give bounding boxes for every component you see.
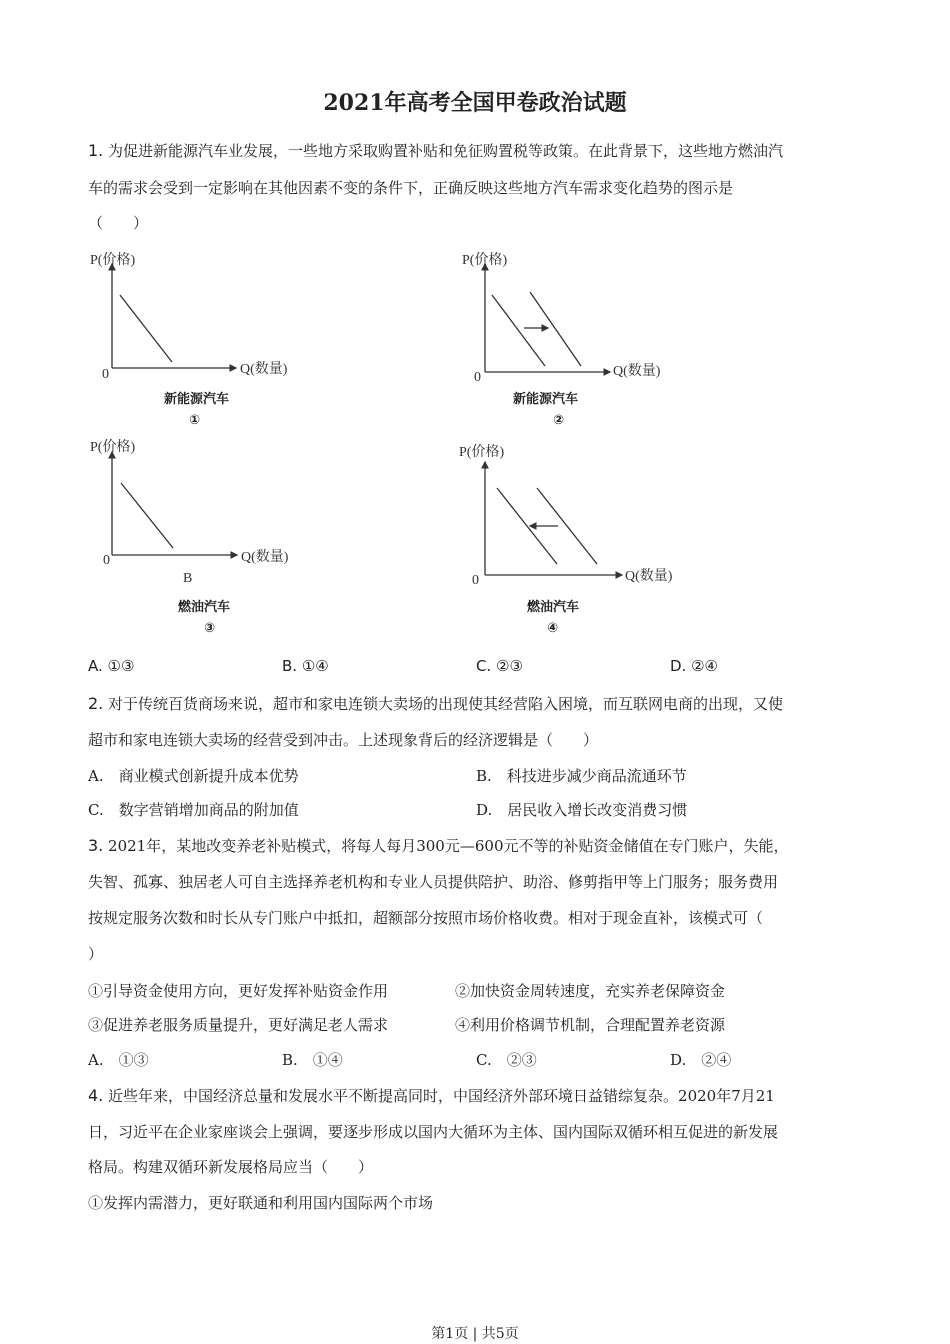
graph-1 — [112, 264, 236, 368]
statement-1: ①引导资金使用方向，更好发挥补贴资金作用 — [88, 982, 389, 1000]
origin-label: 0 — [102, 367, 109, 382]
origin-label: 0 — [103, 553, 110, 568]
graph-caption: 新能源汽车 — [513, 392, 579, 407]
demand-curve — [120, 295, 172, 362]
question-text: 近些年来，中国经济总量和发展水平不断提高同时，中国经济外部环境日益错综复杂。2020年7月21 — [108, 1087, 775, 1105]
page-footer: 第1页 | 共5页 — [431, 1326, 519, 1342]
question-1-line: 车的需求会受到一定影响在其他因素不变的条件下，正确反映这些地方汽车需求变化趋势的图示是 — [88, 179, 734, 197]
question-number: 4. — [88, 1086, 104, 1105]
q-axis-label: Q(数量) — [625, 569, 673, 584]
answer-blank: （ ） — [88, 214, 149, 232]
origin-label: 0 — [474, 370, 481, 385]
demand-curve-original — [492, 295, 545, 366]
graph-marker: ③ — [204, 621, 216, 636]
p-axis-label: P(价格) — [90, 440, 136, 455]
option-c[interactable]: C. 数字营销增加商品的附加值 — [88, 801, 299, 819]
graph-2 — [485, 264, 610, 372]
question-number: 2. — [88, 694, 104, 713]
origin-label: 0 — [472, 573, 479, 588]
p-axis-label: P(价格) — [459, 445, 505, 460]
question-text: 对于传统百货商场来说，超市和家电连锁大卖场的出现使其经营陷入困境，而互联网电商的出现，又使 — [108, 695, 784, 713]
graph-caption: 燃油汽车 — [178, 600, 231, 615]
graph-extra-label: B — [183, 571, 193, 586]
option-b[interactable]: B. ①④ — [282, 657, 329, 675]
q-axis-label: Q(数量) — [240, 362, 288, 377]
graph-caption: 燃油汽车 — [527, 600, 580, 615]
question-2-line — [88, 693, 783, 714]
statement-4: ④利用价格调节机制，合理配置养老资源 — [455, 1016, 726, 1034]
statement-3: ③促进养老服务质量提升，更好满足老人需求 — [88, 1016, 389, 1034]
q-axis-label: Q(数量) — [613, 364, 661, 379]
demand-curve-shifted — [530, 292, 581, 366]
question-3-line: 失智、孤寡、独居老人可自主选择养老机构和专业人员提供陪护、助浴、修剪指甲等上门服务；服务费用 — [88, 873, 779, 891]
p-axis-label: P(价格) — [462, 253, 508, 268]
graph-3 — [112, 452, 237, 555]
option-a[interactable]: A. 商业模式创新提升成本优势 — [88, 767, 299, 785]
question-number: 3. — [88, 836, 104, 855]
graph-4 — [485, 462, 622, 575]
question-2-line: 超市和家电连锁大卖场的经营受到冲击。上述现象背后的经济逻辑是（ ） — [88, 731, 599, 749]
graph-marker: ① — [189, 413, 201, 428]
option-c[interactable]: C. ②③ — [476, 1051, 537, 1069]
question-4-line: 格局。构建双循环新发展格局应当（ ） — [88, 1158, 374, 1176]
question-3-line — [88, 835, 789, 856]
option-c[interactable]: C. ②③ — [476, 657, 523, 675]
option-a[interactable]: A. ①③ — [88, 1051, 149, 1069]
graph-marker: ④ — [547, 621, 559, 636]
question-number: 1. — [88, 141, 104, 160]
question-text: 为促进新能源汽车业发展，一些地方采取购置补贴和免征购置税等政策。在此背景下，这些地方燃油汽 — [108, 142, 784, 160]
statement-2: ②加快资金周转速度，充实养老保障资金 — [455, 982, 726, 1000]
option-b[interactable]: B. 科技进步减少商品流通环节 — [476, 767, 687, 785]
question-4-line: 日，习近平在企业家座谈会上强调，要逐步形成以国内大循环为主体、国内国际双循环相互促进的新发展 — [88, 1123, 779, 1141]
question-4-line — [88, 1085, 775, 1106]
statement-1: ①发挥内需潜力，更好联通和利用国内国际两个市场 — [88, 1194, 434, 1212]
option-a[interactable]: A. ①③ — [88, 657, 135, 675]
p-axis-label: P(价格) — [90, 253, 136, 268]
option-d[interactable]: D. 居民收入增长改变消费习惯 — [476, 801, 688, 819]
graph-marker: ② — [553, 413, 565, 428]
demand-curve — [121, 483, 173, 548]
demand-curve-figures — [0, 0, 950, 650]
option-b[interactable]: B. ①④ — [282, 1051, 343, 1069]
page-title: 2021年高考全国甲卷政治试题 — [323, 90, 627, 116]
graph-caption: 新能源汽车 — [164, 392, 230, 407]
option-d[interactable]: D. ②④ — [670, 657, 718, 675]
question-3-line: 按规定服务次数和时长从专门账户中抵扣，超额部分按照市场价格收费。相对于现金直补，该模式可（ — [88, 909, 764, 927]
option-d[interactable]: D. ②④ — [670, 1051, 732, 1069]
q-axis-label: Q(数量) — [241, 550, 289, 565]
question-3-line: ） — [88, 945, 104, 963]
question-text: 2021年，某地改变养老补贴模式，将每人每月300元—600元不等的补贴资金储值在专门账户，失能， — [108, 837, 789, 855]
